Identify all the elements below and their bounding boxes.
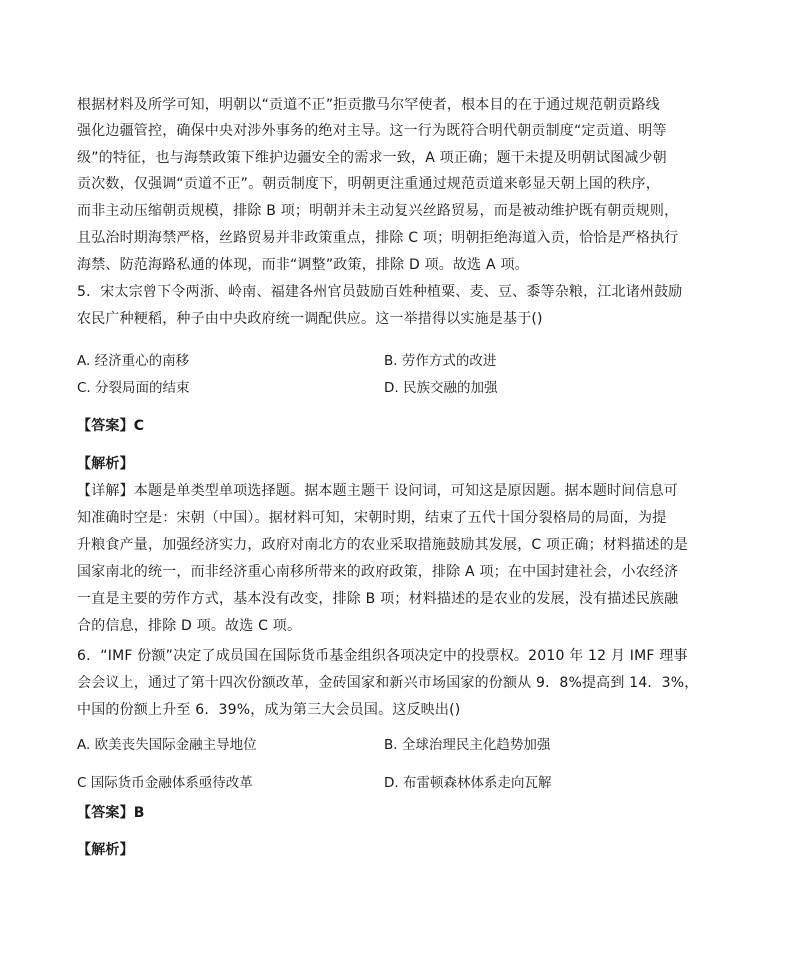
q5-analysis-line-4: 国家南北的统一，而非经济重心南移所带来的政府政策，排除 A 项；在中国封建社会，小农经济 — [77, 564, 679, 580]
q6-stem-line-3: 中国的份额上升至 6．39%，成为第三大会员国。这反映出() — [77, 702, 461, 718]
q5-option-a: A. 经济重心的南移 — [77, 353, 190, 369]
q5-analysis-line-5: 一直是主要的劳作方式，基本没有改变，排除 B 项；材料描述的是农业的发展，没有描述民族融 — [77, 591, 679, 607]
q5-answer: 【答案】C — [77, 418, 145, 434]
q5-option-c: C. 分裂局面的结束 — [77, 380, 190, 396]
q6-answer: 【答案】B — [77, 805, 145, 821]
q5-stem-line-2: 农民广种粳稻，种子由中央政府统一调配供应。这一举措得以实施是基于() — [77, 311, 543, 327]
q4-explanation-line-2: 强化边疆管控，确保中央对涉外事务的绝对主导。这一行为既符合明代朝贡制度“定贡道、明等 — [77, 123, 667, 139]
q6-option-b: B. 全球治理民主化趋势加强 — [384, 737, 551, 753]
q6-analysis-label: 【解析】 — [77, 842, 134, 858]
q5-option-d: D. 民族交融的加强 — [384, 380, 498, 396]
q4-explanation-line-6: 且弘治时期海禁严格，丝路贸易并非政策重点，排除 C 项；明朝拒绝海道入贡，恰恰是严格执行 — [77, 230, 679, 246]
q4-explanation-line-5: 而非主动压缩朝贡规模，排除 B 项；明朝并未主动复兴丝路贸易，而是被动维护既有朝贡规则， — [77, 203, 679, 219]
q4-explanation-line-4: 贡次数，仅强调“贡道不正”。朝贡制度下，明朝更注重通过规范贡道来彰显天朝上国的秩序， — [77, 176, 660, 192]
q5-stem-line-1: 5．宋太宗曾下令两浙、岭南、福建各州官员鼓励百姓种植粟、麦、豆、黍等杂粮，江北诸州鼓励 — [77, 284, 683, 300]
q5-analysis-line-6: 合的信息，排除 D 项。故选 C 项。 — [77, 618, 302, 634]
q6-option-a: A. 欧美丧失国际金融主导地位 — [77, 737, 257, 753]
q5-analysis-line-2: 知准确时空是：宋朝（中国）。据材料可知，宋朝时期，结束了五代十国分裂格局的局面，为提 — [77, 510, 667, 526]
q5-option-b: B. 劳作方式的改进 — [384, 353, 497, 369]
q6-option-c: C 国际货币金融体系亟待改革 — [77, 775, 253, 791]
q5-analysis-line-1: 【详解】本题是单类型单项选择题。据本题主题干 设问词，可知这是原因题。据本题时间信息可 — [77, 483, 679, 499]
q6-stem-line-2: 会会议上，通过了第十四次份额改革，金砖国家和新兴市场国家的份额从 9．8%提高到 14．3%， — [77, 675, 699, 691]
q6-stem-line-1: 6．“IMF 份额”决定了成员国在国际货币基金组织各项决定中的投票权。2010 年 12 月 IMF 理事 — [77, 648, 688, 664]
q5-analysis-label: 【解析】 — [77, 456, 134, 472]
q4-explanation-line-7: 海禁、防范海路私通的体现，而非“调整”政策，排除 D 项。故选 A 项。 — [77, 257, 529, 273]
q5-analysis-line-3: 升粮食产量，加强经济实力，政府对南北方的农业采取措施鼓励其发展，C 项正确；材料描述的是 — [77, 537, 689, 553]
q4-explanation-line-1: 根据材料及所学可知，明朝以“贡道不正”拒贡撒马尔罕使者，根本目的在于通过规范朝贡路线 — [77, 97, 660, 113]
q4-explanation-line-3: 级”的特征，也与海禁政策下维护边疆安全的需求一致，A 项正确；题干未提及明朝试图减少朝 — [77, 150, 667, 166]
q6-option-d: D. 布雷顿森林体系走向瓦解 — [384, 775, 552, 791]
